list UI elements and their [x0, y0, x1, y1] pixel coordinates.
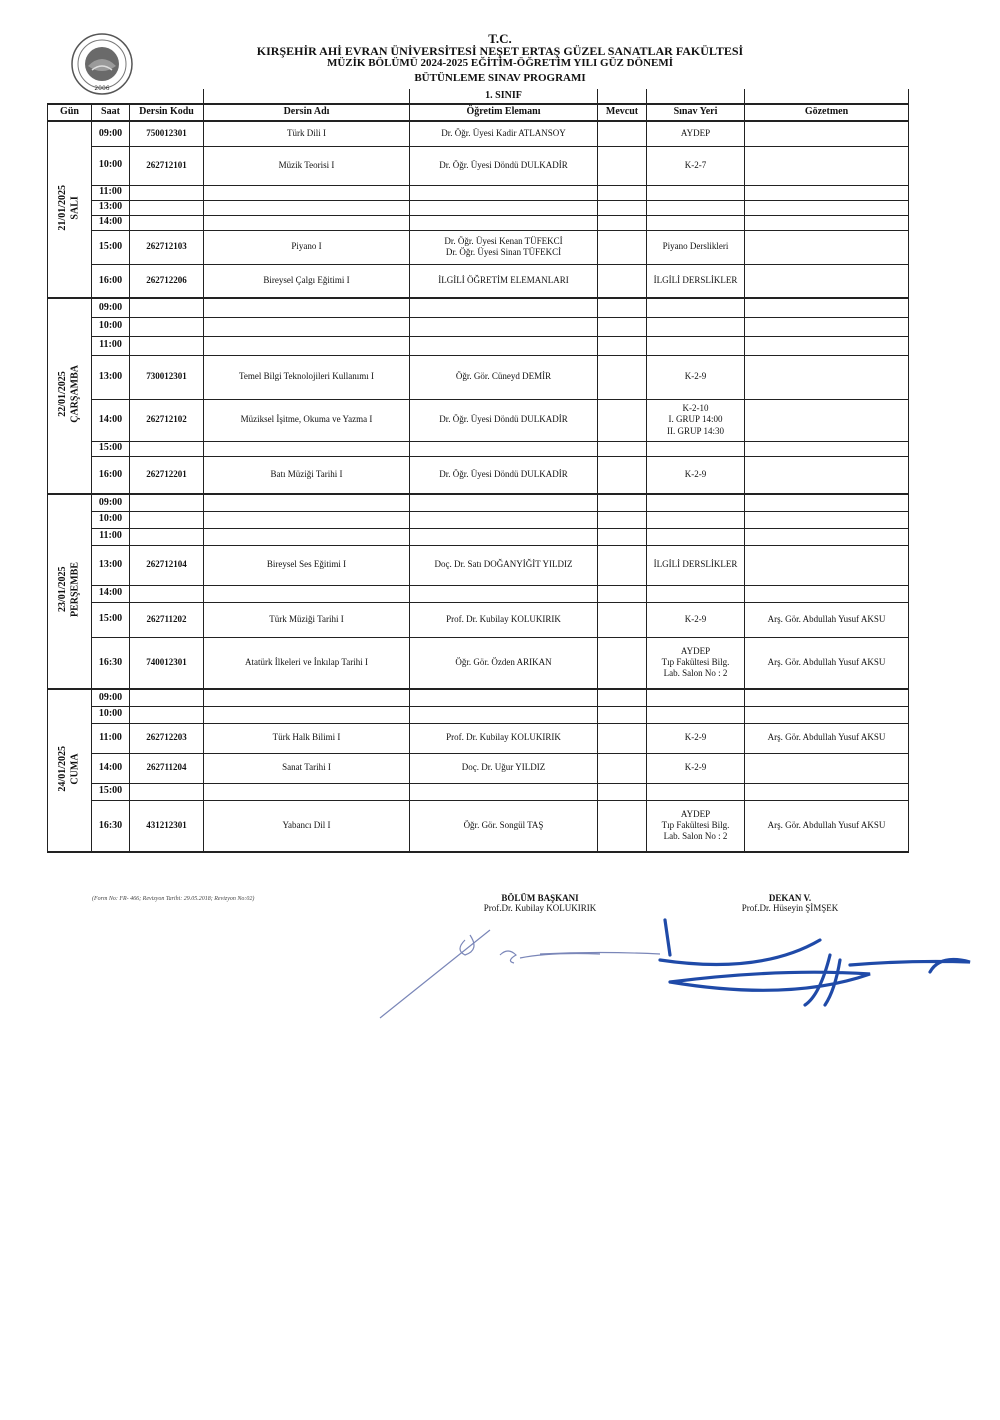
- instructor-line: Öğr. Gör. Özden ARIKAN: [455, 657, 552, 668]
- instructor-cell: [410, 783, 598, 800]
- course-code-cell: [130, 298, 204, 317]
- instructor-cell: [410, 317, 598, 336]
- exam-place-cell: [647, 800, 745, 852]
- header-program-title: BÜTÜNLEME SINAV PROGRAMI: [414, 72, 586, 84]
- course-name-cell: [204, 185, 410, 200]
- enrollment-cell: [598, 706, 647, 723]
- course-code-cell: [130, 528, 204, 545]
- table-row: [48, 511, 909, 528]
- course-name-cell: [204, 336, 410, 355]
- exam-place-cell: [647, 602, 745, 637]
- enrollment-cell: [598, 689, 647, 706]
- enrollment-cell: [598, 298, 647, 317]
- instructor-cell: [410, 494, 598, 511]
- table-row: [48, 602, 909, 637]
- exam-place-line: K-2-9: [684, 371, 707, 382]
- course-code-cell: [130, 511, 204, 528]
- form-number: (Form No: FR- 466; Revizyon Tarihi: 29.05.2018; Revizyon No:02): [92, 896, 255, 902]
- enrollment-cell: [598, 441, 647, 456]
- enrollment-cell: [598, 336, 647, 355]
- day-cell: [48, 298, 92, 494]
- exam-place-cell: [647, 511, 745, 528]
- exam-place-cell: [647, 230, 745, 264]
- time-cell: 14:00: [92, 753, 130, 783]
- instructor-cell: [410, 264, 598, 298]
- enrollment-cell: [598, 399, 647, 441]
- exam-place-line: Tıp Fakültesi Bilg.: [661, 657, 730, 668]
- course-name-cell: Sanat Tarihi I: [204, 753, 410, 783]
- instructor-cell: [410, 215, 598, 230]
- time-cell: 10:00: [92, 146, 130, 185]
- time-cell: 16:30: [92, 800, 130, 852]
- table-row: [48, 637, 909, 689]
- enrollment-cell: [598, 355, 647, 399]
- exam-place-cell: [647, 215, 745, 230]
- proctor-cell: [745, 511, 909, 528]
- enrollment-cell: [598, 146, 647, 185]
- course-code-cell: 262712203: [130, 723, 204, 753]
- exam-place-line: II. GRUP 14:30: [667, 425, 724, 436]
- course-code-cell: 262712101: [130, 146, 204, 185]
- table-row: [48, 399, 909, 441]
- time-cell: 13:00: [92, 200, 130, 215]
- exam-place-line: Lab. Salon No : 2: [663, 831, 728, 842]
- time-cell: 16:30: [92, 637, 130, 689]
- table-row: [48, 783, 909, 800]
- course-name-cell: Türk Müziği Tarihi I: [204, 602, 410, 637]
- enrollment-cell: [598, 585, 647, 602]
- exam-place-line: K-2-9: [684, 613, 707, 624]
- proctor-cell: [745, 706, 909, 723]
- instructor-line: Dr. Öğr. Üyesi Döndü DULKADİR: [439, 414, 568, 425]
- course-name-cell: Bireysel Ses Eğitimi I: [204, 545, 410, 585]
- table-row: [48, 215, 909, 230]
- header-university: KIRŞEHİR AHİ EVRAN ÜNİVERSİTESİ NEŞET ERTAŞ GÜZEL SANATLAR FAKÜLTESİ: [256, 44, 744, 58]
- table-row: [48, 441, 909, 456]
- instructor-line: Dr. Öğr. Üyesi Döndü DULKADİR: [439, 469, 568, 480]
- proctor-cell: [745, 456, 909, 494]
- table-row: [48, 456, 909, 494]
- course-name-cell: Müziksel İşitme, Okuma ve Yazma I: [204, 399, 410, 441]
- course-name-cell: [204, 706, 410, 723]
- instructor-line: Dr. Öğr. Üyesi Kadir ATLANSOY: [441, 128, 566, 139]
- time-cell: 15:00: [92, 602, 130, 637]
- time-cell: 09:00: [92, 121, 130, 146]
- table-row: [48, 146, 909, 185]
- course-code-cell: [130, 185, 204, 200]
- course-name-cell: Piyano I: [204, 230, 410, 264]
- proctor-cell: [745, 298, 909, 317]
- time-cell: 10:00: [92, 511, 130, 528]
- instructor-line: Prof. Dr. Kubilay KOLUKIRIK: [446, 732, 561, 743]
- enrollment-cell: [598, 230, 647, 264]
- instructor-cell: [410, 800, 598, 852]
- course-code-cell: 740012301: [130, 637, 204, 689]
- instructor-cell: [410, 200, 598, 215]
- day-name: ÇARŞAMBA: [69, 365, 81, 424]
- course-code-cell: [130, 585, 204, 602]
- proctor-cell: [745, 528, 909, 545]
- instructor-cell: [410, 441, 598, 456]
- exam-place-cell: [647, 399, 745, 441]
- table-row: [48, 585, 909, 602]
- instructor-cell: [410, 545, 598, 585]
- course-name-cell: [204, 441, 410, 456]
- course-name-cell: [204, 783, 410, 800]
- exam-place-cell: [647, 355, 745, 399]
- exam-place-line: K-2-9: [684, 732, 707, 743]
- course-code-cell: [130, 317, 204, 336]
- exam-place-cell: [647, 637, 745, 689]
- course-name-cell: Bireysel Çalgı Eğitimi I: [204, 264, 410, 298]
- exam-place-cell: [647, 200, 745, 215]
- enrollment-cell: [598, 723, 647, 753]
- exam-place-cell: [647, 528, 745, 545]
- course-code-cell: [130, 689, 204, 706]
- proctor-cell: Arş. Gör. Abdullah Yusuf AKSU: [745, 637, 909, 689]
- table-row: [48, 317, 909, 336]
- time-cell: 16:00: [92, 456, 130, 494]
- course-name-cell: Müzik Teorisi I: [204, 146, 410, 185]
- class-label: 1. SINIF: [410, 89, 598, 104]
- table-row: [48, 706, 909, 723]
- instructor-cell: [410, 723, 598, 753]
- exam-place-line: K-2-10: [682, 403, 709, 414]
- course-code-cell: 262712201: [130, 456, 204, 494]
- course-name-cell: [204, 689, 410, 706]
- proctor-cell: [745, 185, 909, 200]
- exam-place-line: Tıp Fakültesi Bilg.: [661, 820, 730, 831]
- instructor-line: Öğr. Gör. Cüneyd DEMİR: [455, 371, 552, 382]
- course-name-cell: [204, 585, 410, 602]
- exam-place-line: I. GRUP 14:00: [668, 414, 723, 425]
- instructor-cell: [410, 298, 598, 317]
- time-cell: 16:00: [92, 264, 130, 298]
- table-row: [48, 545, 909, 585]
- proctor-cell: [745, 399, 909, 441]
- enrollment-cell: [598, 800, 647, 852]
- time-cell: 14:00: [92, 585, 130, 602]
- exam-place-cell: [647, 298, 745, 317]
- time-cell: 09:00: [92, 298, 130, 317]
- enrollment-cell: [598, 637, 647, 689]
- handwritten-signatures: [370, 910, 990, 1025]
- day-name: CUMA: [69, 753, 81, 785]
- exam-place-cell: [647, 336, 745, 355]
- instructor-cell: [410, 753, 598, 783]
- course-code-cell: 262712206: [130, 264, 204, 298]
- course-code-cell: [130, 441, 204, 456]
- course-code-cell: [130, 783, 204, 800]
- proctor-cell: [745, 215, 909, 230]
- proctor-cell: Arş. Gör. Abdullah Yusuf AKSU: [745, 800, 909, 852]
- enrollment-cell: [598, 317, 647, 336]
- table-row: [48, 185, 909, 200]
- proctor-cell: [745, 336, 909, 355]
- course-name-cell: [204, 298, 410, 317]
- course-name-cell: [204, 317, 410, 336]
- signature-head: [380, 930, 660, 1018]
- course-name-cell: Temel Bilgi Teknolojileri Kullanımı I: [204, 355, 410, 399]
- day-date: 23/01/2025: [57, 567, 68, 613]
- instructor-cell: [410, 230, 598, 264]
- exam-place-cell: [647, 585, 745, 602]
- course-name-cell: Batı Müziği Tarihi I: [204, 456, 410, 494]
- col-header-gun: Gün: [48, 104, 92, 121]
- table-row: [48, 355, 909, 399]
- exam-place-line: AYDEP: [680, 128, 711, 139]
- table-row: [48, 264, 909, 298]
- table-header: [48, 104, 909, 121]
- day-cell: [48, 121, 92, 298]
- proctor-cell: [745, 441, 909, 456]
- exam-place-cell: [647, 121, 745, 146]
- instructor-line: Prof. Dr. Kubilay KOLUKIRIK: [446, 613, 561, 624]
- proctor-cell: [745, 230, 909, 264]
- course-code-cell: 431212301: [130, 800, 204, 852]
- header-department: MÜZİK BÖLÜMÜ 2024-2025 EĞİTİM-ÖĞRETİM YILI GÜZ DÖNEMİ: [326, 57, 674, 69]
- enrollment-cell: [598, 783, 647, 800]
- exam-place-cell: [647, 456, 745, 494]
- time-cell: 10:00: [92, 706, 130, 723]
- instructor-cell: [410, 336, 598, 355]
- svg-text:2006: 2006: [94, 85, 110, 92]
- course-name-cell: [204, 215, 410, 230]
- time-cell: 09:00: [92, 494, 130, 511]
- day-date: 21/01/2025: [57, 185, 68, 231]
- col-header-saat: Saat: [92, 104, 130, 121]
- table-row: [48, 689, 909, 706]
- time-cell: 15:00: [92, 783, 130, 800]
- instructor-cell: [410, 706, 598, 723]
- course-code-cell: [130, 494, 204, 511]
- time-cell: 11:00: [92, 723, 130, 753]
- enrollment-cell: [598, 200, 647, 215]
- course-code-cell: [130, 215, 204, 230]
- time-cell: 11:00: [92, 528, 130, 545]
- instructor-line: Doç. Dr. Satı DOĞANYİĞİT YILDIZ: [434, 559, 573, 570]
- table-row: [48, 800, 909, 852]
- course-code-cell: 262712103: [130, 230, 204, 264]
- table-row: [48, 336, 909, 355]
- time-cell: 09:00: [92, 689, 130, 706]
- dean-title: DEKAN V.: [768, 893, 812, 903]
- day-date: 22/01/2025: [57, 371, 68, 418]
- time-cell: 10:00: [92, 317, 130, 336]
- course-name-cell: Yabancı Dil I: [204, 800, 410, 852]
- table-row: [48, 753, 909, 783]
- time-cell: 15:00: [92, 441, 130, 456]
- course-name-cell: [204, 200, 410, 215]
- course-code-cell: [130, 336, 204, 355]
- instructor-cell: [410, 146, 598, 185]
- department-head-title: BÖLÜM BAŞKANI: [501, 893, 579, 903]
- time-cell: 13:00: [92, 355, 130, 399]
- course-name-cell: Türk Halk Bilimi I: [204, 723, 410, 753]
- time-cell: 14:00: [92, 215, 130, 230]
- exam-place-cell: [647, 317, 745, 336]
- table-row: [48, 200, 909, 215]
- proctor-cell: [745, 264, 909, 298]
- header-tc: T.C.: [488, 31, 512, 46]
- proctor-cell: [745, 200, 909, 215]
- exam-place-cell: [647, 545, 745, 585]
- instructor-cell: [410, 602, 598, 637]
- course-name-cell: [204, 494, 410, 511]
- instructor-line: Dr. Öğr. Üyesi Döndü DULKADİR: [439, 159, 568, 170]
- table-row: [48, 528, 909, 545]
- table-row: [48, 230, 909, 264]
- time-cell: 13:00: [92, 545, 130, 585]
- enrollment-cell: [598, 602, 647, 637]
- instructor-line: Dr. Öğr. Üyesi Kenan TÜFEKCİ: [444, 235, 563, 246]
- course-code-cell: 262712104: [130, 545, 204, 585]
- exam-place-cell: [647, 264, 745, 298]
- exam-place-cell: [647, 753, 745, 783]
- proctor-cell: [745, 585, 909, 602]
- instructor-cell: [410, 528, 598, 545]
- day-name: PERŞEMBE: [69, 562, 81, 618]
- instructor-cell: [410, 637, 598, 689]
- instructor-cell: [410, 399, 598, 441]
- exam-place-cell: [647, 689, 745, 706]
- exam-place-cell: [647, 185, 745, 200]
- exam-place-line: İLGİLİ DERSLİKLER: [653, 275, 738, 286]
- course-code-cell: 730012301: [130, 355, 204, 399]
- time-cell: 15:00: [92, 230, 130, 264]
- proctor-cell: [745, 121, 909, 146]
- course-name-cell: Atatürk İlkeleri ve İnkılap Tarihi I: [204, 637, 410, 689]
- course-name-cell: Türk Dili I: [204, 121, 410, 146]
- enrollment-cell: [598, 456, 647, 494]
- day-name: SALI: [69, 196, 81, 220]
- proctor-cell: [745, 783, 909, 800]
- proctor-cell: [745, 317, 909, 336]
- instructor-cell: [410, 689, 598, 706]
- exam-place-line: AYDEP: [680, 645, 711, 656]
- table-row: [48, 494, 909, 511]
- instructor-cell: [410, 185, 598, 200]
- department-head-name: Prof.Dr. Kubilay KOLUKIRIK: [483, 903, 597, 913]
- exam-place-line: Lab. Salon No : 2: [663, 668, 728, 679]
- time-cell: 11:00: [92, 336, 130, 355]
- course-code-cell: 262711204: [130, 753, 204, 783]
- instructor-line: Doç. Dr. Uğur YILDIZ: [461, 762, 546, 773]
- instructor-cell: [410, 456, 598, 494]
- instructor-cell: [410, 121, 598, 146]
- enrollment-cell: [598, 545, 647, 585]
- instructor-cell: [410, 585, 598, 602]
- exam-schedule-table: [47, 89, 909, 853]
- enrollment-cell: [598, 121, 647, 146]
- exam-place-line: K-2-9: [684, 762, 707, 773]
- day-cell: [48, 494, 92, 689]
- col-header-gozetmen: Gözetmen: [745, 104, 909, 121]
- exam-place-line: İLGİLİ DERSLİKLER: [653, 559, 738, 570]
- instructor-cell: [410, 511, 598, 528]
- day-cell: [48, 689, 92, 852]
- exam-place-line: AYDEP: [680, 808, 711, 819]
- exam-place-cell: [647, 441, 745, 456]
- dean-name: Prof.Dr. Hüseyin ŞİMŞEK: [741, 903, 839, 913]
- enrollment-cell: [598, 494, 647, 511]
- proctor-cell: [745, 545, 909, 585]
- col-header-ogretim: Öğretim Elemanı: [410, 104, 598, 121]
- time-cell: 14:00: [92, 399, 130, 441]
- signature-dean: [660, 920, 970, 1005]
- exam-place-cell: [647, 723, 745, 753]
- enrollment-cell: [598, 215, 647, 230]
- table-row: [48, 723, 909, 753]
- exam-place-cell: [647, 706, 745, 723]
- course-code-cell: 262711202: [130, 602, 204, 637]
- exam-place-cell: [647, 783, 745, 800]
- proctor-cell: Arş. Gör. Abdullah Yusuf AKSU: [745, 602, 909, 637]
- proctor-cell: [745, 689, 909, 706]
- instructor-line: Dr. Öğr. Üyesi Sinan TÜFEKCİ: [445, 247, 562, 257]
- proctor-cell: [745, 753, 909, 783]
- proctor-cell: Arş. Gör. Abdullah Yusuf AKSU: [745, 723, 909, 753]
- exam-place-cell: [647, 494, 745, 511]
- col-header-kod: Dersin Kodu: [130, 104, 204, 121]
- col-header-yer: Sınav Yeri: [647, 104, 745, 121]
- table-row: [48, 121, 909, 146]
- col-header-ders: Dersin Adı: [204, 104, 410, 121]
- course-code-cell: [130, 706, 204, 723]
- course-name-cell: [204, 511, 410, 528]
- enrollment-cell: [598, 185, 647, 200]
- exam-place-line: K-2-7: [684, 159, 707, 170]
- time-cell: 11:00: [92, 185, 130, 200]
- course-code-cell: 262712102: [130, 399, 204, 441]
- table-row: [48, 298, 909, 317]
- course-name-cell: [204, 528, 410, 545]
- enrollment-cell: [598, 511, 647, 528]
- instructor-cell: [410, 355, 598, 399]
- instructor-line: İLGİLİ ÖĞRETİM ELEMANLARI: [438, 275, 569, 286]
- course-code-cell: [130, 200, 204, 215]
- course-code-cell: 750012301: [130, 121, 204, 146]
- enrollment-cell: [598, 528, 647, 545]
- exam-place-line: K-2-9: [684, 469, 707, 480]
- exam-place-cell: [647, 146, 745, 185]
- enrollment-cell: [598, 753, 647, 783]
- enrollment-cell: [598, 264, 647, 298]
- instructor-line: Öğr. Gör. Songül TAŞ: [463, 820, 544, 831]
- proctor-cell: [745, 355, 909, 399]
- col-header-mevcut: Mevcut: [598, 104, 647, 121]
- day-date: 24/01/2025: [57, 746, 68, 792]
- proctor-cell: [745, 146, 909, 185]
- exam-place-line: Piyano Derslikleri: [662, 241, 729, 252]
- proctor-cell: [745, 494, 909, 511]
